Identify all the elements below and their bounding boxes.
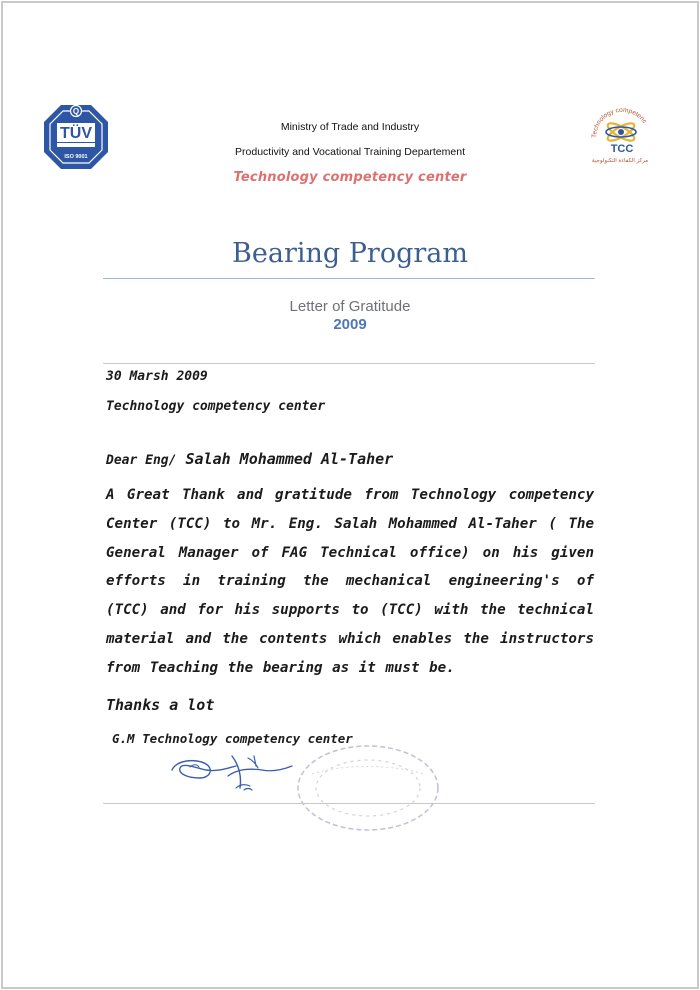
letter-closing: Thanks a lot <box>106 696 215 714</box>
letter-sender: Technology competency center <box>106 399 326 414</box>
handwritten-signature <box>166 748 298 798</box>
letter-body: A Great Thank and gratitude from Technology competency Center (TCC) to Mr. Eng. Salah Mohammed Al-Taher ( The General Manager of FAG Technical office) on his given efforts in training the mechanical engineering's of (TCC) and for his supports to (TCC) with the technical material and the contents which enables the instructors from Teaching the bearing as it must be. <box>106 487 594 676</box>
tcc-logo-arc-text: Technology competenc <box>590 106 648 139</box>
title-divider <box>103 278 595 279</box>
salutation-prefix: Dear Eng/ <box>106 453 177 468</box>
letter-signatory: G.M Technology competency center <box>112 731 353 746</box>
svg-text:Q: Q <box>72 107 80 116</box>
center-name-heading: Technology competency center <box>233 170 467 185</box>
tuv-logo-text: TÜV <box>60 125 92 142</box>
tuv-logo-iso-text: ISO 9001 <box>64 154 88 160</box>
tcc-logo-arabic-text: مركز الكفاءة التكنولوجية <box>591 158 649 164</box>
ministry-name: Ministry of Trade and Industry <box>280 121 420 133</box>
department-name: Productivity and Vocational Training Departement <box>235 146 465 158</box>
header-divider <box>103 363 595 364</box>
page-title: Bearing Program <box>232 238 468 269</box>
letter-year: 2009 <box>333 316 367 333</box>
tcc-logo-text: TCC <box>610 143 634 155</box>
letter-date: 30 Marsh 2009 <box>106 369 208 384</box>
letter-salutation <box>106 450 393 468</box>
tuv-certification-logo <box>41 102 111 172</box>
tcc-logo <box>582 98 658 170</box>
letter-subtitle: Letter of Gratitude <box>289 298 411 315</box>
footer-divider <box>103 803 595 804</box>
official-stamp <box>292 740 444 836</box>
recipient-name: Salah Mohammed Al-Taher <box>185 450 394 468</box>
